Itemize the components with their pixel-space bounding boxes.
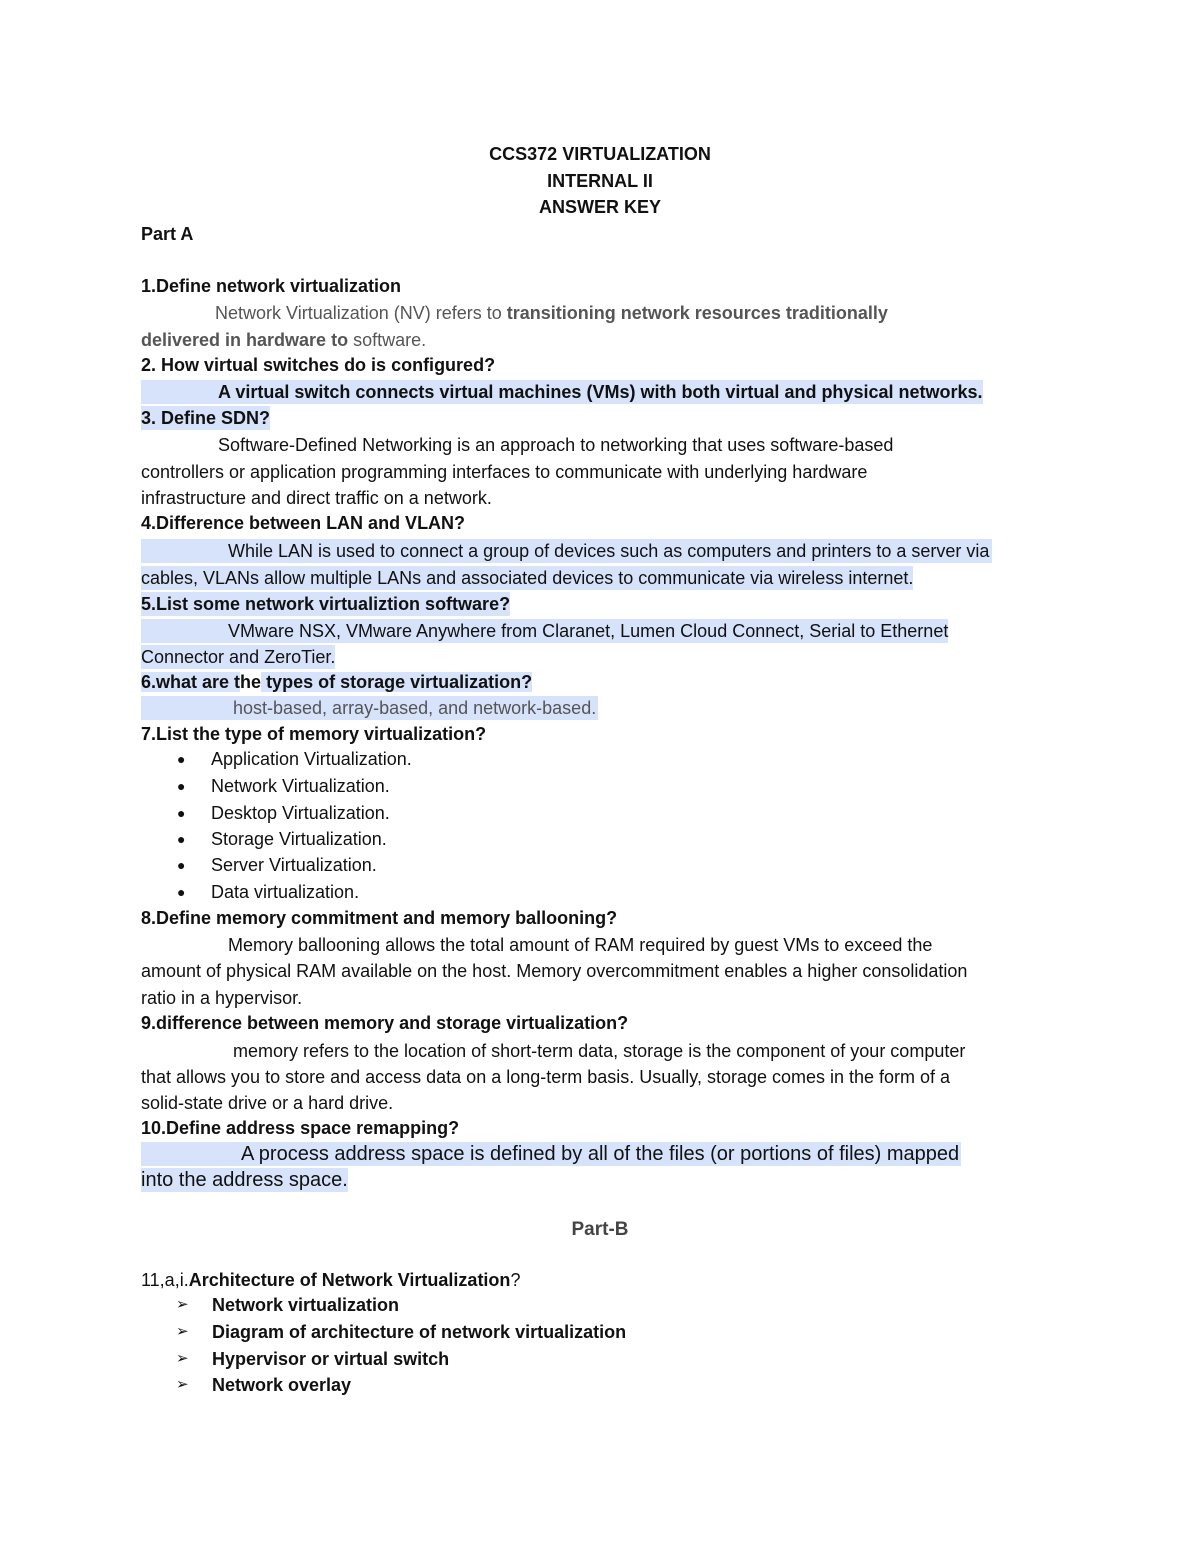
answer-6: host-based, array-based, and network-based. [141,696,598,720]
answer-9-line-1: memory refers to the location of short-term data, storage is the component of your computer [233,1041,966,1061]
bullet-icon: ● [177,805,186,821]
arrow-bullet-icon: ➢ [176,1323,189,1340]
answer-4-line-1: While LAN is used to connect a group of devices such as computers and printers to a server via [141,539,992,563]
question-6: 6.what are the types of storage virtualization? [141,672,533,692]
answer-9-line-2: that allows you to store and access data on a long-term basis. Usually, storage comes in the form of a [141,1067,951,1087]
answer-1-line-1: Network Virtualization (NV) refers to transitioning network resources traditionally [215,303,888,323]
list-item: Desktop Virtualization. [211,803,390,823]
answer-8-line-2: amount of physical RAM available on the host. Memory overcommitment enables a higher consolidation [141,961,968,981]
bullet-icon: ● [177,751,186,767]
answer-3-line-3: infrastructure and direct traffic on a network. [141,488,492,508]
list-item: Application Virtualization. [211,749,412,769]
list-item: Diagram of architecture of network virtualization [212,1322,627,1342]
answer-3-line-2: controllers or application programming interfaces to communicate with underlying hardware [141,462,868,482]
arrow-bullet-icon: ➢ [176,1376,189,1393]
part-a-heading: Part A [141,224,194,244]
list-item: Data virtualization. [211,882,360,902]
question-8: 8.Define memory commitment and memory ballooning? [141,908,618,928]
question-7: 7.List the type of memory virtualization? [141,724,487,744]
question-1: 1.Define network virtualization [141,276,402,296]
answer-8-line-1: Memory ballooning allows the total amount of RAM required by guest VMs to exceed the [228,935,933,955]
bullet-icon: ● [177,857,186,873]
question-2: 2. How virtual switches do is configured? [141,355,496,375]
bullet-icon: ● [177,831,186,847]
answer-8-line-3: ratio in a hypervisor. [141,988,303,1008]
question-9: 9.difference between memory and storage virtualization? [141,1013,629,1033]
answer-5-line-2: Connector and ZeroTier. [141,647,336,667]
list-item: Storage Virtualization. [211,829,387,849]
answer-2: A virtual switch connects virtual machines (VMs) with both virtual and physical networks. [141,380,983,404]
answer-3-line-1: Software-Defined Networking is an approach to networking that uses software-based [218,435,894,455]
bullet-icon: ● [177,778,186,794]
answer-4-line-2: cables, VLANs allow multiple LANs and associated devices to communicate via wireless internet. [141,568,914,588]
question-4: 4.Difference between LAN and VLAN? [141,513,466,533]
list-item: Network Virtualization. [211,776,390,796]
arrow-bullet-icon: ➢ [176,1296,189,1313]
question-11: 11,a,i.Architecture of Network Virtualization? [141,1270,521,1290]
part-b-heading: Part-B [571,1219,629,1240]
arrow-bullet-icon: ➢ [176,1350,189,1367]
doc-heading: ANSWER KEY [538,197,661,217]
list-item: Network overlay [212,1375,352,1395]
answer-5-line-1: VMware NSX, VMware Anywhere from Claranet, Lumen Cloud Connect, Serial to Ethernet [141,619,948,643]
doc-title: CCS372 VIRTUALIZATION [489,144,711,164]
answer-10-line-1: A process address space is defined by all of the files (or portions of files) mapped [141,1142,961,1166]
bullet-icon: ● [177,884,186,900]
doc-subtitle: INTERNAL II [547,171,653,191]
answer-9-line-3: solid-state drive or a hard drive. [141,1093,394,1113]
question-3: 3. Define SDN? [141,408,271,428]
list-item: Server Virtualization. [211,855,377,875]
question-5: 5.List some network virtualiztion software? [141,594,511,614]
list-item: Hypervisor or virtual switch [212,1349,450,1369]
list-item: Network virtualization [212,1295,400,1315]
question-10: 10.Define address space remapping? [141,1118,460,1138]
answer-1-line-2: delivered in hardware to software. [141,330,427,350]
answer-10-line-2: into the address space. [141,1169,348,1191]
